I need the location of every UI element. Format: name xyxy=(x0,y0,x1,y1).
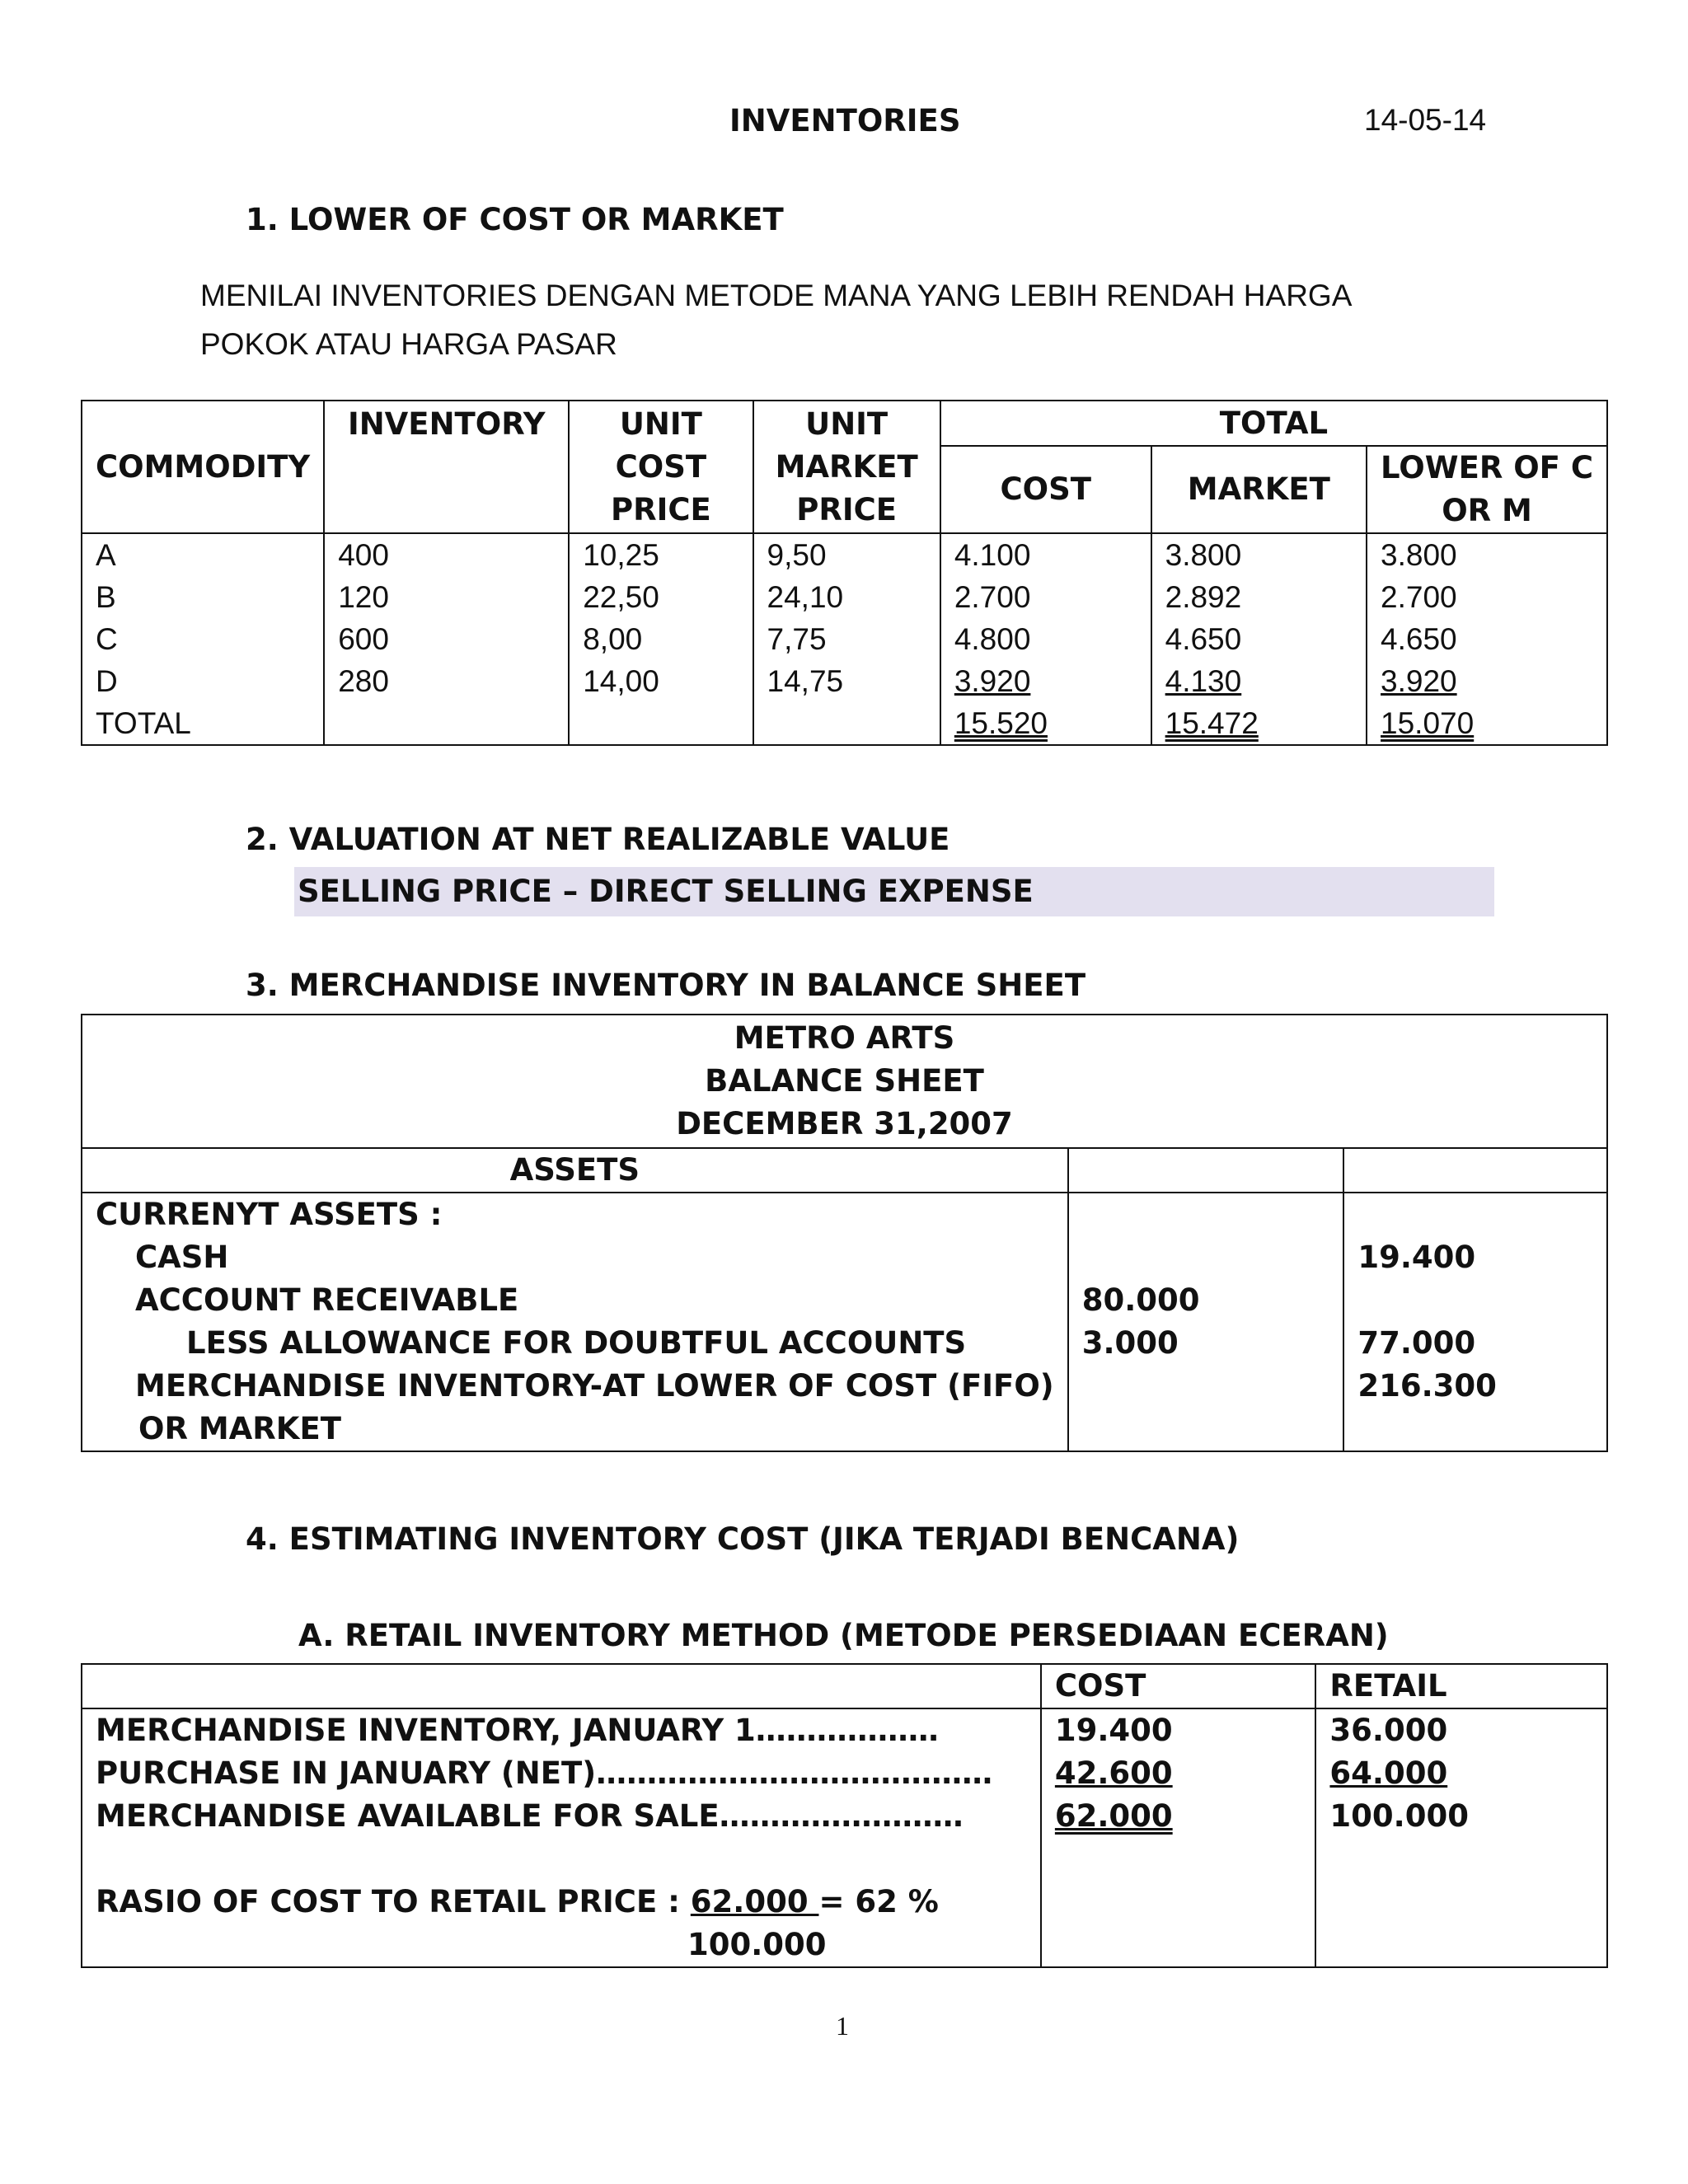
retail-cost-values: 19.400 42.600 62.000 xyxy=(1041,1708,1316,1967)
statement-date: DECEMBER 31,2007 xyxy=(676,1106,1013,1141)
lower-column: 3.800 2.700 4.650 3.920 15.070 xyxy=(1367,533,1607,745)
cost-ratio: RASIO OF COST TO RETAIL PRICE : 62.000 = 62 % xyxy=(96,1884,939,1919)
page-number: 1 xyxy=(836,2011,849,2041)
asset-col1-values: 80.000 3.000 xyxy=(1068,1193,1344,1451)
col-inventory-header: INVENTORY xyxy=(324,401,569,533)
statement-title: BALANCE SHEET xyxy=(705,1063,984,1099)
retail-labels: MERCHANDISE INVENTORY, JANUARY 1……………… PURCHASE IN JANUARY (NET)………………………………… MERCHANDISE AVAILABLE FOR SALE…………………… RASIO OF COST TO RETAIL PRICE : 62.000 = 62 % 100.000 xyxy=(82,1708,1041,1967)
section-2-heading: 2. VALUATION AT NET REALIZABLE VALUE xyxy=(246,822,950,857)
section-1-heading: 1. LOWER OF COST OR MARKET xyxy=(246,202,784,237)
unit-market-column: 9,50 24,10 7,75 14,75 xyxy=(753,533,940,745)
page-title: INVENTORIES xyxy=(729,103,961,138)
market-column: 3.800 2.892 4.650 4.130 15.472 xyxy=(1151,533,1367,745)
section-1-desc-line1: MENILAI INVENTORIES DENGAN METODE MANA YANG LEBIH RENDAH HARGA xyxy=(200,279,1353,312)
col-lower-header: LOWER OF C OR M xyxy=(1367,446,1607,533)
cost-column: 4.100 2.700 4.800 3.920 15.520 xyxy=(940,533,1151,745)
col-cost-header: COST xyxy=(940,446,1151,533)
lcm-table xyxy=(81,400,1608,746)
inventory-column: 400 120 600 280 xyxy=(324,533,569,745)
col-total-header: TOTAL xyxy=(940,401,1607,446)
nrv-formula: SELLING PRICE – DIRECT SELLING EXPENSE xyxy=(294,867,1494,916)
assets-header: ASSETS xyxy=(82,1148,1068,1193)
unit-cost-column: 10,25 22,50 8,00 14,00 xyxy=(569,533,753,745)
section-4-heading: 4. ESTIMATING INVENTORY COST (JIKA TERJADI BENCANA) xyxy=(246,1521,1240,1557)
retail-cost-header: COST xyxy=(1041,1664,1316,1708)
cost-ratio-denominator: 100.000 xyxy=(687,1927,827,1962)
asset-col2-values: 19.400 77.000 216.300 xyxy=(1343,1193,1607,1451)
balance-sheet-heading xyxy=(82,1015,1607,1148)
commodity-column: A B C D TOTAL xyxy=(82,533,324,745)
col-market-header: MARKET xyxy=(1151,446,1367,533)
retail-retail-values: 36.000 64.000 100.000 xyxy=(1315,1708,1607,1967)
balance-sheet-table xyxy=(81,1014,1608,1452)
retail-blank-header xyxy=(82,1664,1041,1708)
col-unit-cost-header: UNIT COST PRICE xyxy=(569,401,753,533)
retail-retail-header: RETAIL xyxy=(1315,1664,1607,1708)
col2-header xyxy=(1343,1148,1607,1193)
page-date: 14-05-14 xyxy=(1364,103,1487,137)
col-commodity-header: COMMODITY xyxy=(82,401,324,533)
section-4a-heading: A. RETAIL INVENTORY METHOD (METODE PERSEDIAAN ECERAN) xyxy=(298,1618,1389,1653)
retail-method-table xyxy=(81,1663,1608,1968)
section-3-heading: 3. MERCHANDISE INVENTORY IN BALANCE SHEET xyxy=(246,968,1086,1003)
company-name: METRO ARTS xyxy=(734,1020,955,1056)
asset-labels: CURRENYT ASSETS : CASH ACCOUNT RECEIVABLE LESS ALLOWANCE FOR DOUBTFUL ACCOUNTS MERCHANDISE INVENTORY-AT LOWER OF COST (FIFO) OR MARKET xyxy=(82,1193,1068,1451)
col1-header xyxy=(1068,1148,1344,1193)
col-unit-market-header: UNIT MARKET PRICE xyxy=(753,401,940,533)
section-1-desc-line2: POKOK ATAU HARGA PASAR xyxy=(200,327,617,361)
